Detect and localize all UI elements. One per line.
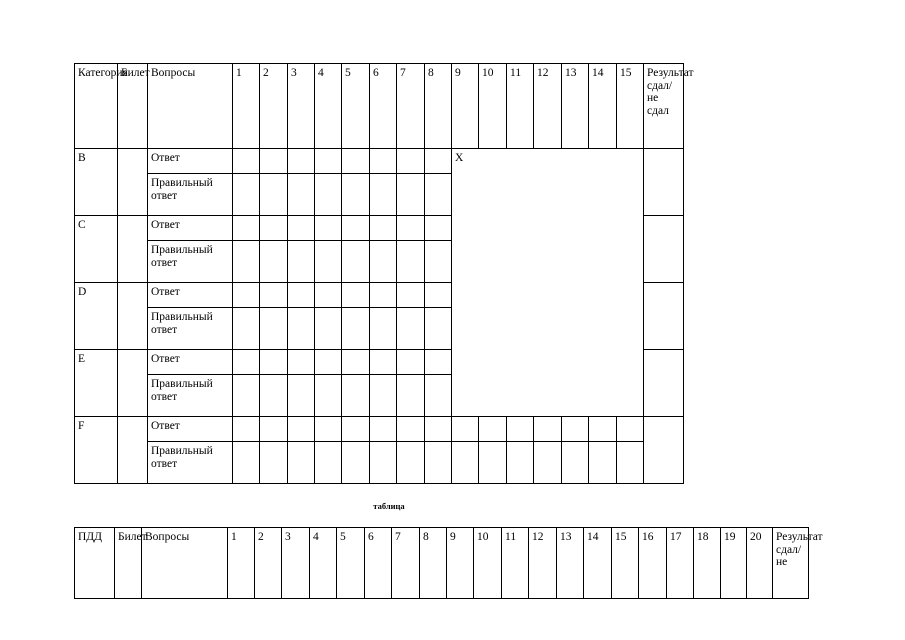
header-question-number: 5 [337, 528, 365, 599]
header-question-number: 3 [282, 528, 310, 599]
header-question-number: 15 [612, 528, 639, 599]
header-question-number: 1 [228, 528, 255, 599]
answer-cell [507, 417, 534, 442]
correct-answer-cell [288, 174, 315, 216]
answer-cell [452, 417, 479, 442]
answer-cell [397, 350, 425, 375]
answer-cell [397, 149, 425, 174]
header-question-number: 15 [617, 64, 644, 149]
correct-answer-cell [233, 241, 260, 283]
header-row [75, 528, 809, 599]
answer-label: Ответ [148, 283, 233, 308]
correct-answer-cell [260, 241, 288, 283]
header-result: Результат сдал/ не [773, 528, 809, 599]
table-row [75, 149, 684, 174]
category-cell: F [75, 417, 118, 484]
answer-label: Ответ [148, 216, 233, 241]
correct-answer-cell [233, 442, 260, 484]
correct-answer-cell [370, 308, 397, 350]
header-question-number: 17 [667, 528, 694, 599]
correct-answer-cell [260, 375, 288, 417]
ticket-cell [118, 216, 148, 283]
answer-label: Ответ [148, 350, 233, 375]
answer-cell [288, 417, 315, 442]
answer-cell [315, 283, 342, 308]
answer-cell [397, 283, 425, 308]
header-question-number: 6 [365, 528, 392, 599]
correct-answer-cell [397, 241, 425, 283]
header-questions: Вопросы [148, 64, 233, 149]
correct-answer-cell [233, 308, 260, 350]
result-cell [644, 216, 684, 283]
answer-cell [315, 149, 342, 174]
header-question-number: 9 [452, 64, 479, 149]
answer-cell [233, 417, 260, 442]
correct-answer-cell [288, 442, 315, 484]
answer-cell [425, 216, 452, 241]
answer-cell [342, 149, 370, 174]
correct-answer-label: Правильный ответ [148, 174, 233, 216]
answer-cell [617, 417, 644, 442]
answer-cell [315, 216, 342, 241]
traffic-rules-table [74, 527, 823, 599]
answer-cell [425, 149, 452, 174]
answer-cell [370, 149, 397, 174]
correct-answer-cell [452, 442, 479, 484]
header-question-number: 8 [420, 528, 447, 599]
table-row [75, 442, 684, 484]
result-cell [644, 417, 684, 484]
answer-cell [260, 350, 288, 375]
correct-answer-cell [288, 375, 315, 417]
correct-answer-cell [397, 442, 425, 484]
correct-answer-label: Правильный ответ [148, 375, 233, 417]
correct-answer-cell [425, 308, 452, 350]
exam-results-table [74, 63, 694, 484]
correct-answer-cell [479, 442, 507, 484]
correct-answer-cell [315, 442, 342, 484]
correct-answer-cell [397, 375, 425, 417]
ticket-cell [118, 283, 148, 350]
answer-cell [589, 417, 617, 442]
answer-cell [288, 350, 315, 375]
header-question-number: 12 [529, 528, 557, 599]
correct-answer-cell [342, 241, 370, 283]
header-question-number: 13 [562, 64, 589, 149]
header-question-number: 12 [534, 64, 562, 149]
answer-cell [370, 350, 397, 375]
correct-answer-cell [260, 442, 288, 484]
answer-cell [233, 216, 260, 241]
header-question-number: 7 [392, 528, 420, 599]
answer-cell [425, 417, 452, 442]
header-ticket: Билет [118, 64, 148, 149]
correct-answer-cell [425, 442, 452, 484]
header-row [75, 64, 684, 149]
answer-cell [260, 216, 288, 241]
header-category: ПДД [75, 528, 115, 599]
answer-cell [479, 417, 507, 442]
answer-cell [288, 216, 315, 241]
answer-cell [233, 350, 260, 375]
answer-label: Ответ [148, 149, 233, 174]
correct-answer-cell [233, 174, 260, 216]
correct-answer-cell [315, 308, 342, 350]
answer-cell [233, 149, 260, 174]
header-question-number: 4 [315, 64, 342, 149]
ticket-cell [118, 149, 148, 216]
header-question-number: 14 [589, 64, 617, 149]
header-question-number: 5 [342, 64, 370, 149]
correct-answer-cell [425, 241, 452, 283]
correct-answer-cell [589, 442, 617, 484]
correct-answer-cell [288, 308, 315, 350]
category-cell: D [75, 283, 118, 350]
answer-cell [534, 417, 562, 442]
header-question-number: 9 [447, 528, 474, 599]
correct-answer-cell [315, 375, 342, 417]
header-result: Результат сдал/ не сдал [644, 64, 684, 149]
correct-answer-cell [342, 308, 370, 350]
answer-cell [397, 216, 425, 241]
correct-answer-cell [233, 375, 260, 417]
answer-cell [342, 283, 370, 308]
header-question-number: 2 [260, 64, 288, 149]
correct-answer-cell [425, 375, 452, 417]
header-question-number: 19 [721, 528, 747, 599]
correct-answer-cell [397, 308, 425, 350]
table-caption: таблица [373, 501, 405, 511]
ticket-cell [118, 350, 148, 417]
answer-cell [288, 283, 315, 308]
answer-cell [342, 216, 370, 241]
correct-answer-label: Правильный ответ [148, 241, 233, 283]
header-category: Категория [75, 64, 118, 149]
header-question-number: 14 [584, 528, 612, 599]
answer-cell [425, 350, 452, 375]
header-question-number: 20 [747, 528, 773, 599]
header-question-number: 10 [474, 528, 502, 599]
header-question-number: 10 [479, 64, 507, 149]
header-question-number: 13 [557, 528, 584, 599]
answer-cell [397, 417, 425, 442]
answer-cell [342, 417, 370, 442]
table-row [75, 417, 684, 442]
category-cell: C [75, 216, 118, 283]
ticket-cell [118, 417, 148, 484]
header-question-number: 4 [310, 528, 337, 599]
correct-answer-cell [507, 442, 534, 484]
header-question-number: 8 [425, 64, 452, 149]
correct-answer-cell [342, 174, 370, 216]
header-question-number: 2 [255, 528, 282, 599]
result-cell [644, 149, 684, 216]
correct-answer-cell [617, 442, 644, 484]
header-question-number: 18 [694, 528, 721, 599]
correct-answer-cell [288, 241, 315, 283]
correct-answer-label: Правильный ответ [148, 308, 233, 350]
header-question-number: 6 [370, 64, 397, 149]
correct-answer-label: Правильный ответ [148, 442, 233, 484]
answer-cell [260, 417, 288, 442]
correct-answer-cell [260, 174, 288, 216]
correct-answer-cell [370, 241, 397, 283]
correct-answer-cell [534, 442, 562, 484]
answer-cell [370, 283, 397, 308]
category-cell: E [75, 350, 118, 417]
answer-label: Ответ [148, 417, 233, 442]
answer-cell [370, 216, 397, 241]
answer-cell [233, 283, 260, 308]
header-questions: Вопросы [142, 528, 228, 599]
correct-answer-cell [315, 241, 342, 283]
correct-answer-cell [370, 174, 397, 216]
correct-answer-cell [370, 442, 397, 484]
answer-mark-cell: X [452, 149, 644, 417]
result-cell [644, 350, 684, 417]
answer-cell [562, 417, 589, 442]
header-question-number: 7 [397, 64, 425, 149]
correct-answer-cell [342, 442, 370, 484]
correct-answer-cell [397, 174, 425, 216]
header-ticket: Билет [115, 528, 142, 599]
header-question-number: 11 [502, 528, 529, 599]
answer-cell [315, 417, 342, 442]
correct-answer-cell [562, 442, 589, 484]
category-cell: B [75, 149, 118, 216]
answer-cell [370, 417, 397, 442]
answer-cell [342, 350, 370, 375]
answer-cell [425, 283, 452, 308]
correct-answer-cell [370, 375, 397, 417]
header-question-number: 1 [233, 64, 260, 149]
header-question-number: 16 [639, 528, 667, 599]
result-cell [644, 283, 684, 350]
correct-answer-cell [342, 375, 370, 417]
answer-cell [315, 350, 342, 375]
answer-cell [260, 149, 288, 174]
header-question-number: 11 [507, 64, 534, 149]
correct-answer-cell [315, 174, 342, 216]
correct-answer-cell [425, 174, 452, 216]
header-question-number: 3 [288, 64, 315, 149]
answer-cell [288, 149, 315, 174]
answer-cell [260, 283, 288, 308]
correct-answer-cell [260, 308, 288, 350]
